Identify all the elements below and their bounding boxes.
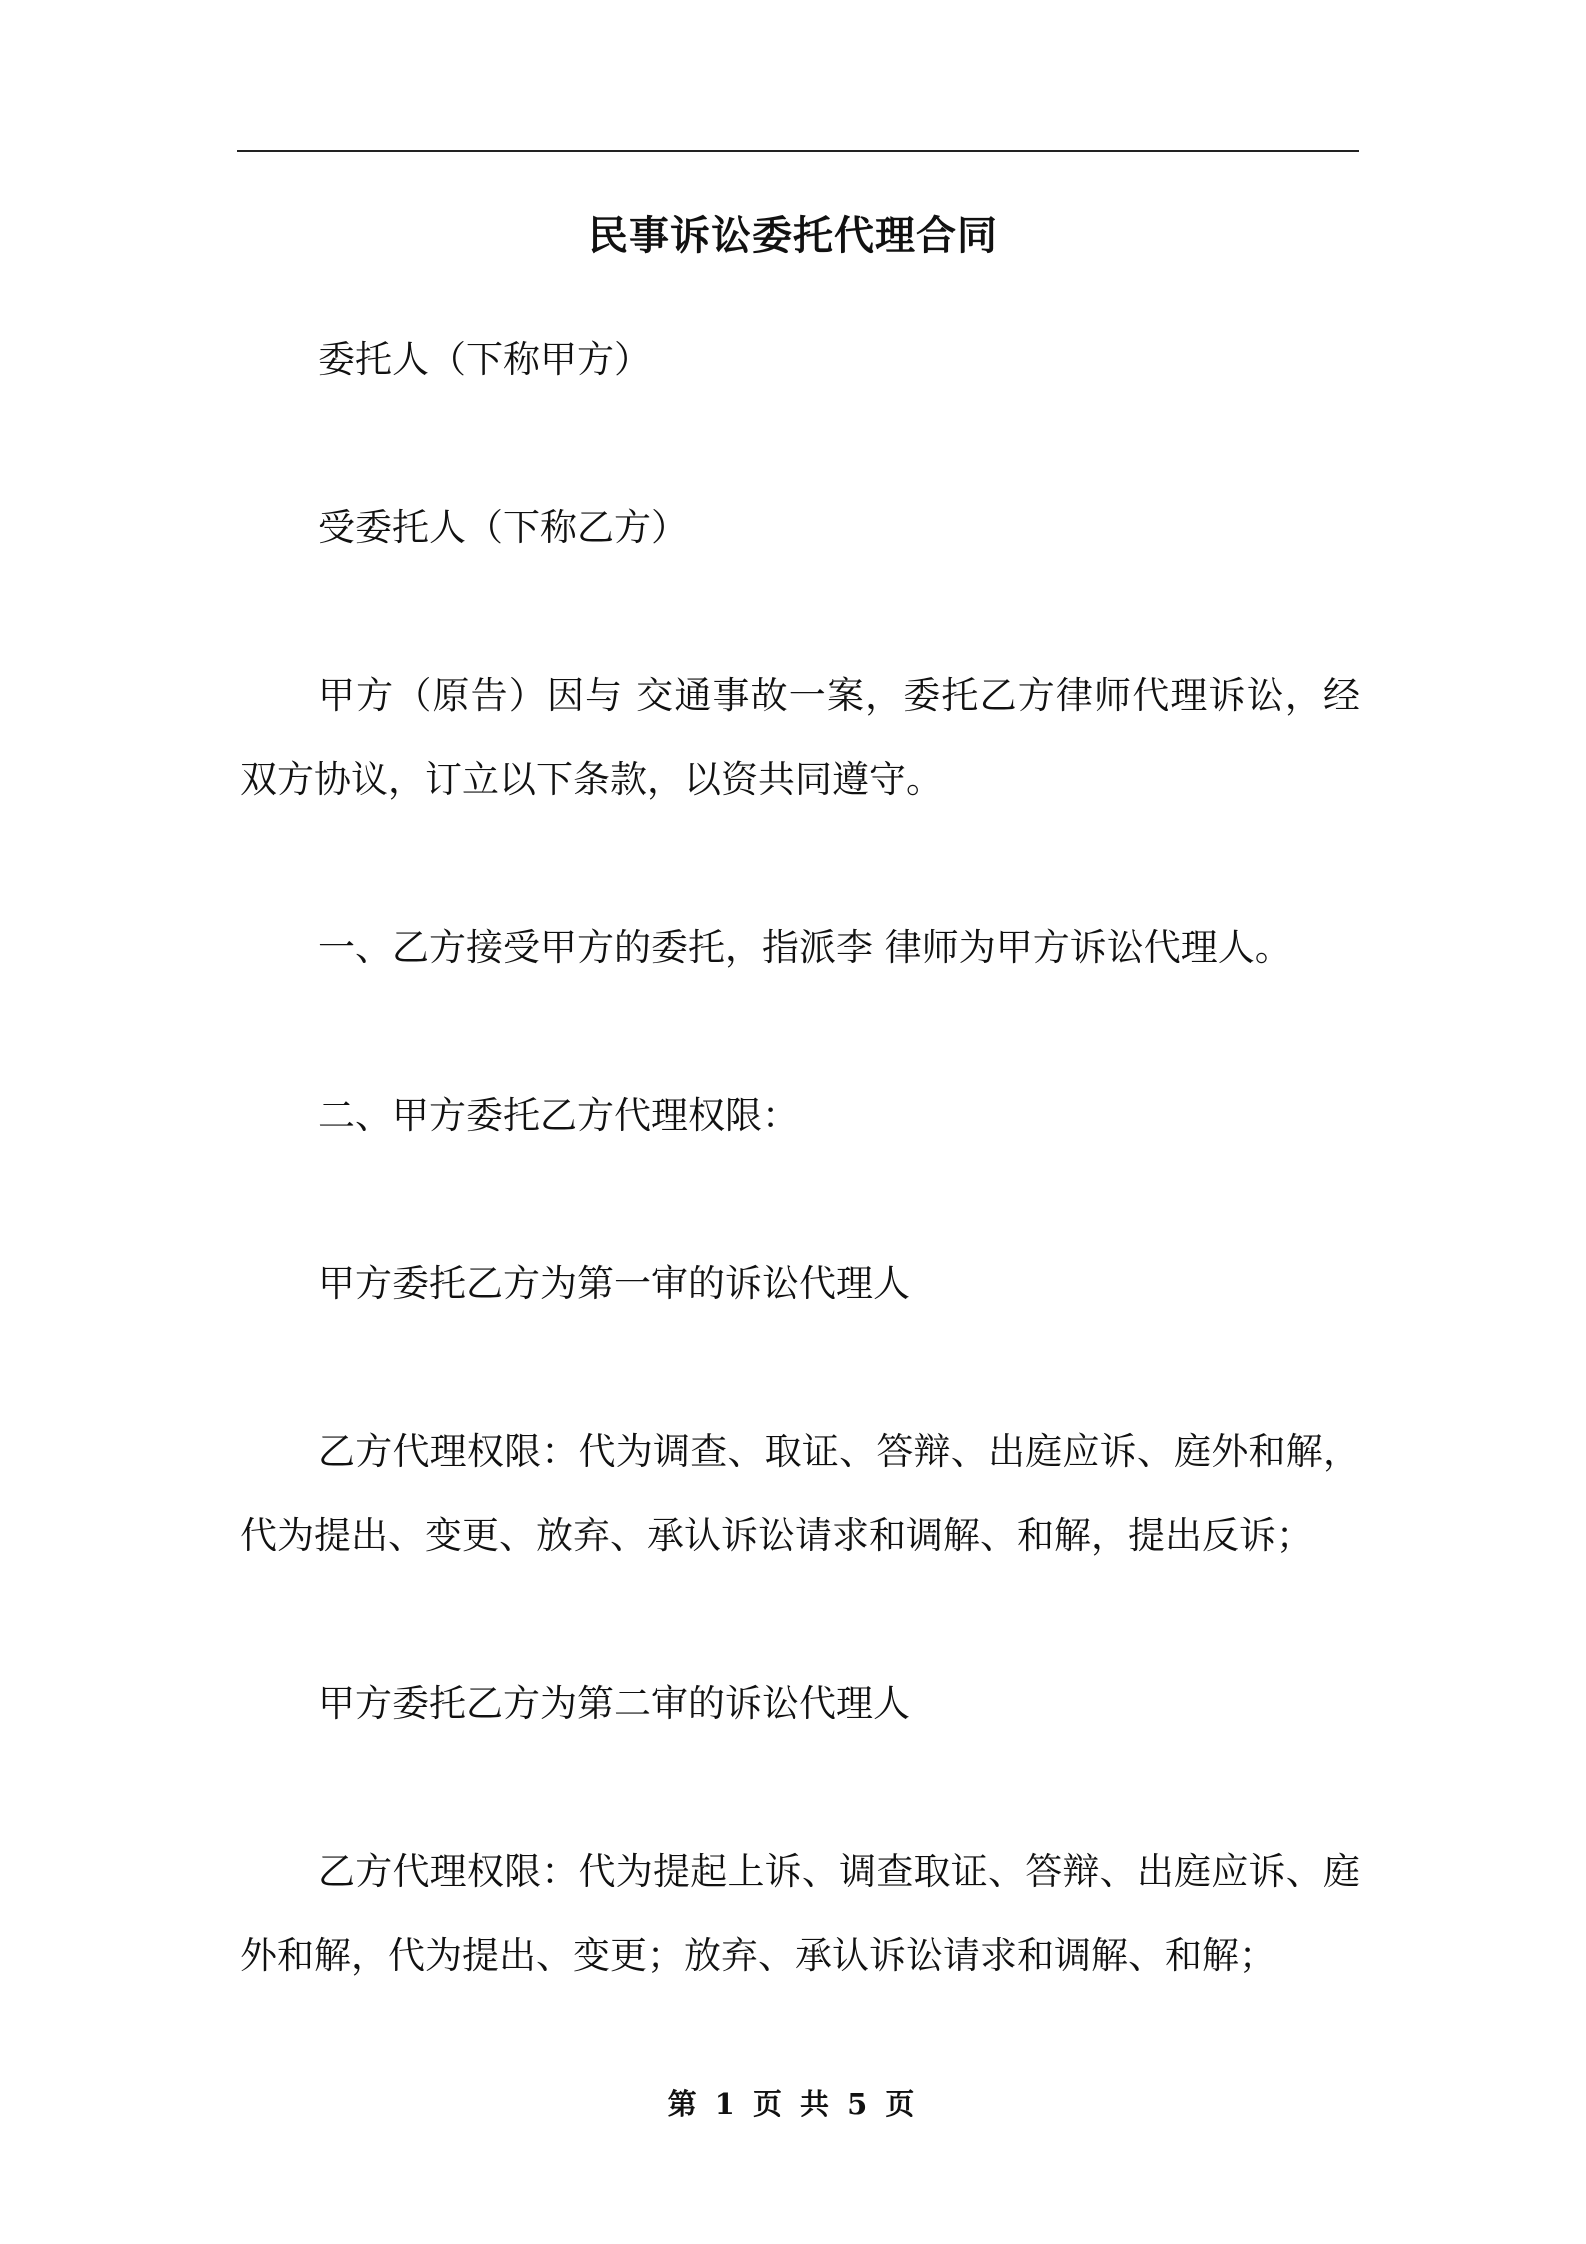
paragraph-preamble — [240, 654, 1360, 822]
paragraph-line: 委托人（下称甲方） — [318, 338, 651, 381]
paragraph-line: 双方协议，订立以下条款，以资共同遵守。 — [240, 758, 943, 801]
paragraph-line: 甲方（原告）因与 交通事故一案，委托乙方律师代理诉讼，经 — [318, 674, 1360, 717]
paragraph-line: 代为提出、变更、放弃、承认诉讼请求和调解、和解，提出反诉； — [240, 1514, 1313, 1557]
paragraph-line: 甲方委托乙方为第二审的诉讼代理人 — [318, 1682, 910, 1725]
paragraph-clause-1 — [240, 906, 1360, 990]
paragraph-line: 受委托人（下称乙方） — [318, 506, 688, 549]
page-indicator: 第 1 页 共 5 页 — [667, 2087, 919, 2121]
paragraph-agent — [240, 486, 1360, 570]
paragraph-line: 一、乙方接受甲方的委托，指派李 律师为甲方诉讼代理人。 — [318, 926, 1292, 969]
paragraph-line: 乙方代理权限：代为调查、取证、答辩、出庭应诉、庭外和解， — [318, 1430, 1360, 1473]
paragraph-clause-2 — [240, 1074, 1360, 1158]
paragraph-first-instance — [240, 1242, 1360, 1326]
paragraph-line: 二、甲方委托乙方代理权限： — [318, 1094, 799, 1137]
paragraph-second-instance — [240, 1662, 1360, 1746]
paragraph-line: 甲方委托乙方为第一审的诉讼代理人 — [318, 1262, 910, 1305]
paragraph-first-instance-scope — [240, 1410, 1360, 1578]
header-rule — [237, 150, 1359, 152]
paragraph-second-instance-scope — [240, 1830, 1360, 1998]
paragraph-line: 外和解，代为提出、变更；放弃、承认诉讼请求和调解、和解； — [240, 1934, 1276, 1977]
paragraph-principal — [240, 318, 1360, 402]
paragraph-line: 乙方代理权限：代为提起上诉、调查取证、答辩、出庭应诉、庭 — [318, 1850, 1360, 1893]
document-title: 民事诉讼委托代理合同 — [588, 213, 998, 259]
